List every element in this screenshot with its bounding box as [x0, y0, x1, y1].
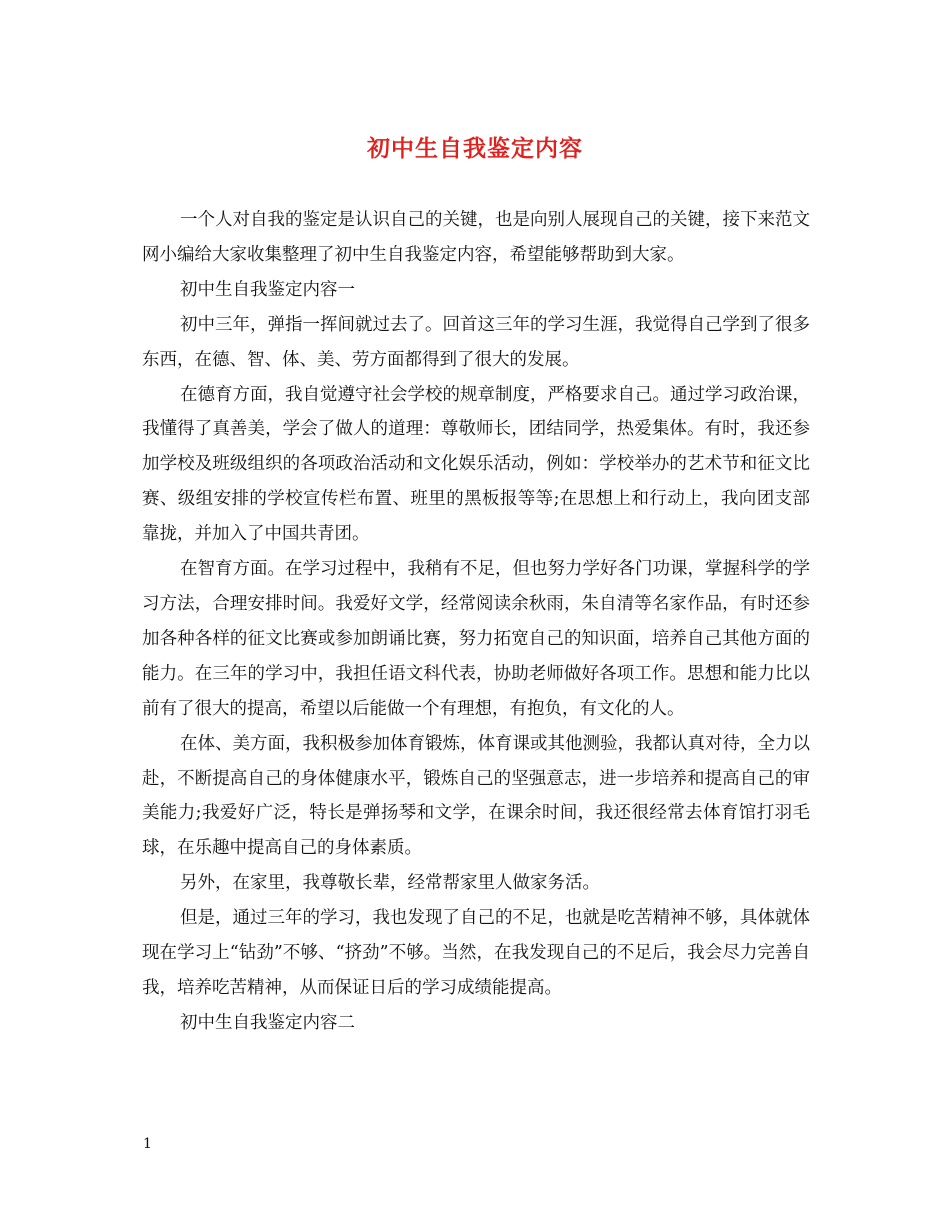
paragraph-intro: 一个人对自我的鉴定是认识自己的关键，也是向别人展现自己的关键，接下来范文网小编给大家收集整理了初中生自我鉴定内容，希望能够帮助到大家。 [142, 210, 810, 265]
paragraph-shortcomings: 但是，通过三年的学习，我也发现了自己的不足，也就是吃苦精神不够，具体就体现在学习上“钻劲”不够、“挤劲”不够。当然，在我发现自己的不足后，我会尽力完善自我，培养吃苦精神，从而保证日后的学习成绩能提高。 [142, 908, 810, 998]
section-heading-two: 初中生自我鉴定内容二 [180, 1012, 355, 1033]
page-number: 1 [143, 1136, 152, 1152]
section-heading-one: 初中生自我鉴定内容一 [180, 279, 355, 300]
paragraph-moral-education: 在德育方面，我自觉遵守社会学校的规章制度，严格要求自己。通过学习政治课，我懂得了真善美，学会了做人的道理：尊敬师长，团结同学，热爱集体。有时，我还参加学校及班级组织的各项政治活动和文化娱乐活动，例如：学校举办的艺术节和征文比赛、级组安排的学校宣传栏布置、班里的黑板报等等;在思想上和行动上，我向团支部靠拢，并加入了中国共青团。 [142, 384, 810, 545]
paragraph-home: 另外，在家里，我尊敬长辈，经常帮家里人做家务活。 [180, 873, 600, 894]
paragraph-intellectual-education: 在智育方面。在学习过程中，我稍有不足，但也努力学好各门功课，掌握科学的学习方法，合理安排时间。我爱好文学，经常阅读余秋雨，朱自清等名家作品，有时还参加各种各样的征文比赛或参加朗诵比赛，努力拓宽自己的知识面，培养自己其他方面的能力。在三年的学习中，我担任语文科代表，协助老师做好各项工作。思想和能力比以前有了很大的提高，希望以后能做一个有理想，有抱负，有文化的人。 [142, 559, 810, 719]
document-body [142, 203, 810, 1041]
paragraph-overview: 初中三年，弹指一挥间就过去了。回首这三年的学习生涯，我觉得自己学到了很多东西，在德、智、体、美、劳方面都得到了很大的发展。 [142, 314, 810, 370]
document-title: 初中生自我鉴定内容 [367, 135, 583, 162]
paragraph-physical-aesthetic: 在体、美方面，我积极参加体育锻炼，体育课或其他测验，我都认真对待，全力以赴，不断提高自己的身体健康水平，锻炼自己的坚强意志，进一步培养和提高自己的审美能力;我爱好广泛，特长是弹扬琴和文学，在课余时间，我还很经常去体育馆打羽毛球，在乐趣中提高自己的身体素质。 [142, 733, 810, 859]
